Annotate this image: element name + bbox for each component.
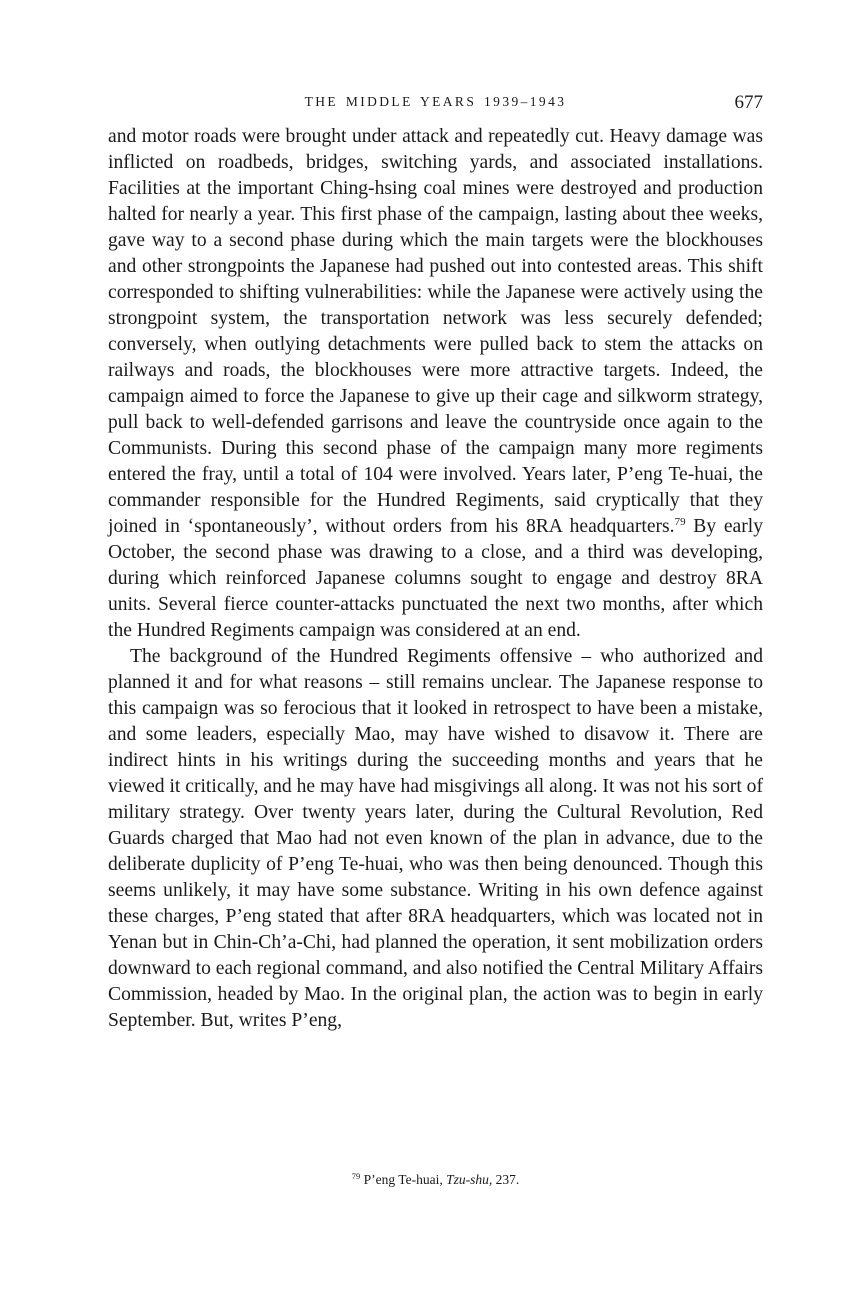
paragraph: The background of the Hundred Regiments offensive – who authorized and planned it and for what reasons – still remains unclear. The Japanese response to this campaign was so ferocious that it looked in retrospect to have been a mistake, and some leaders, especially Mao, may have wished to disavow it. There are indirect hints in his writings during the succeeding months and years that he viewed it critically, and he may have had misgivings all along. It was not his sort of military strategy. Over twenty years later, during the Cultural Revolution, Red Guards charged that Mao had not even known of the plan in advance, due to the deliberate duplicity of P’eng Te-huai, who was then being denounced. Though this seems unlikely, it may have some substance. Writing in his own defence against these charges, P’eng stated that after 8RA headquarters, which was located not in Yenan but in Chin-Ch’a-Chi, had planned the operation, it sent mobilization orders downward to each regional command, and also notified the Central Military Affairs Commission, headed by Mao. In the original plan, the action was to begin in early September. But, writes P’eng, <box>108 646 763 1031</box>
footnote-number: 79 <box>351 1171 361 1181</box>
running-head <box>108 92 763 120</box>
footnote-page: 237. <box>495 1172 520 1187</box>
page-number: 677 <box>734 92 763 113</box>
running-title: THE MIDDLE YEARS 1939–1943 <box>304 94 567 109</box>
paragraph-text: By early October, the second phase was drawing to a close, and a third was developing, during which reinforced Japanese columns sought to engage and destroy 8RA units. Several fierce counter-attacks punctuated the next two months, after which the Hundred Regiments campaign was considered at an end. <box>108 516 763 641</box>
body-text <box>108 124 763 1034</box>
footnote <box>108 1172 763 1188</box>
paragraph-text: and motor roads were brought under attack and repeatedly cut. Heavy damage was inflicted on roadbeds, bridges, switching yards, and associated installations. Facilities at the important Ching-hsing coal mines were destroyed and production halted for nearly a year. This first phase of the campaign, lasting about thee weeks, gave way to a second phase during which the main targets were the blockhouses and other strongpoints the Japanese had pushed out into contested areas. This shift corresponded to shifting vulnerabilities: while the Japanese were actively using the strongpoint system, the transportation network was less securely defended; conversely, when outlying detachments were pulled back to stem the attacks on railways and roads, the blockhouses were more attractive targets. Indeed, the campaign aimed to force the Japanese to give up their cage and silkworm strategy, pull back to well-defended garrisons and leave the countryside once again to the Communists. During this second phase of the campaign many more regiments entered the fray, until a total of 104 were involved. Years later, P’eng Te-huai, the commander responsible for the Hundred Regiments, said cryptically that they joined in ‘spontaneously’, without orders from his 8RA headquarters. <box>108 126 763 537</box>
footnote-author: P’eng Te-huai, <box>363 1172 443 1187</box>
footnote-reference: 79 <box>674 516 686 528</box>
paragraph-continued <box>108 124 763 644</box>
footnote-title: Tzu-shu, <box>446 1172 493 1187</box>
